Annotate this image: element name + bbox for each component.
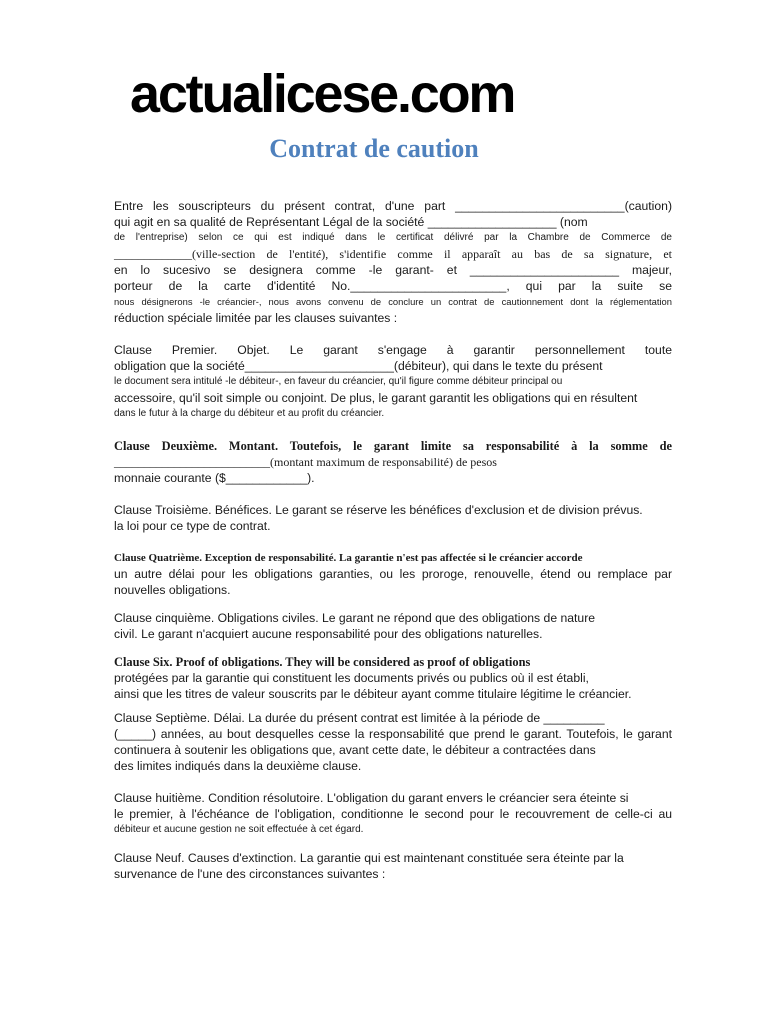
paragraph-line: de l'entreprise) selon ce qui est indiqué dans le certificat délivré par la Chambre de Commerce de <box>114 232 672 243</box>
clause-line: débiteur et aucune gestion ne soit effectuée à cet égard. <box>114 824 364 835</box>
clause-line: protégées par la garantie qui constituent les documents privés ou publics où il est établi, <box>114 671 589 685</box>
clause-line: (_____) années, au bout desquelles cesse la responsabilité que prend le garant. Toutefois, le garant <box>114 727 672 741</box>
clause-line: ainsi que les titres de valeur souscrits par le débiteur ayant comme titulaire légitime le créancier. <box>114 687 632 701</box>
clause-line: Clause Septième. Délai. La durée du présent contrat est limitée à la période de _________ <box>114 711 605 725</box>
clause-line: __________________________(montant maximum de responsabilité) de pesos <box>114 455 497 469</box>
clause-8 <box>114 790 672 838</box>
clause-line: accessoire, qu'il soit simple ou conjoint. De plus, le garant garantit les obligations qui en résultent <box>114 391 638 405</box>
paragraph-line: porteur de la carte d'identité No._______________________, qui par la suite se <box>114 279 672 293</box>
clause-line: Clause huitième. Condition résolutoire. L'obligation du garant envers le créancier sera éteinte si <box>114 791 629 805</box>
paragraph-line: en lo sucesivo se designera comme -le garant- et ______________________ majeur, <box>114 263 672 277</box>
clause-4 <box>114 550 672 598</box>
site-logo: actualicese.com <box>130 64 515 124</box>
clause-3 <box>114 502 672 534</box>
clause-line: des limites indiqués dans la deuxième clause. <box>114 759 362 773</box>
clause-line: Clause Premier. Objet. Le garant s'engage à garantir personnellement toute <box>114 343 672 357</box>
clause-line: nouvelles obligations. <box>114 583 231 597</box>
clause-1 <box>114 342 672 422</box>
clause-line: Clause cinquième. Obligations civiles. Le garant ne répond que des obligations de nature <box>114 611 596 625</box>
clause-line: civil. Le garant n'acquiert aucune responsabilité pour des obligations naturelles. <box>114 627 543 641</box>
clause-line: Clause Six. Proof of obligations. They will be considered as proof of obligations <box>114 655 531 669</box>
clause-line: obligation que la société______________________(débiteur), qui dans le texte du présent <box>114 359 603 373</box>
contract-body <box>114 198 672 882</box>
clause-6 <box>114 654 672 702</box>
clause-line: Clause Quatrième. Exception de responsabilité. La garantie n'est pas affectée si le créancier accorde <box>114 552 583 564</box>
clause-line: Clause Troisième. Bénéfices. Le garant se réserve les bénéfices d'exclusion et de division prévus. <box>114 503 643 517</box>
clause-line: Clause Deuxième. Montant. Toutefois, le garant limite sa responsabilité à la somme de <box>114 439 672 453</box>
clause-line: monnaie courante ($____________). <box>114 471 315 485</box>
document-title: Contrat de caution <box>269 134 479 163</box>
clause-7 <box>114 710 672 774</box>
clause-line: le premier, à l'échéance de l'obligation, conditionne le second pour le recouvrement de celle-ci au <box>114 807 672 821</box>
clause-5 <box>114 610 672 642</box>
paragraph-line: Entre les souscripteurs du présent contrat, d'une part _________________________(caution) <box>114 199 672 213</box>
intro-paragraph <box>114 198 672 326</box>
clause-2 <box>114 438 672 486</box>
clause-line: la loi pour ce type de contrat. <box>114 519 271 533</box>
paragraph-line: qui agit en sa qualité de Représentant Légal de la société ___________________ (nom <box>114 215 588 229</box>
clause-line: un autre délai pour les obligations garanties, ou les proroge, renouvelle, étend ou remplace par <box>114 567 672 581</box>
clause-line: survenance de l'une des circonstances suivantes : <box>114 867 386 881</box>
clause-line: continuera à soutenir les obligations que, avant cette date, le débiteur a contractées dans <box>114 743 596 757</box>
clause-line: le document sera intitulé -le débiteur-, en faveur du créancier, qu'il figure comme débiteur principal ou <box>114 376 563 387</box>
clause-9 <box>114 850 672 882</box>
paragraph-line: réduction spéciale limitée par les clauses suivantes : <box>114 311 398 325</box>
paragraph-line: _____________(ville-section de l'entité), s'identifie comme il apparaît au bas de sa signature, et <box>114 247 672 261</box>
clause-line: dans le futur à la charge du débiteur et au profit du créancier. <box>114 408 385 419</box>
clause-line: Clause Neuf. Causes d'extinction. La garantie qui est maintenant constituée sera éteinte par la <box>114 851 624 865</box>
paragraph-line: nous désignerons -le créancier-, nous avons convenu de conclure un contrat de cautionnement dont la réglementation <box>114 296 672 307</box>
